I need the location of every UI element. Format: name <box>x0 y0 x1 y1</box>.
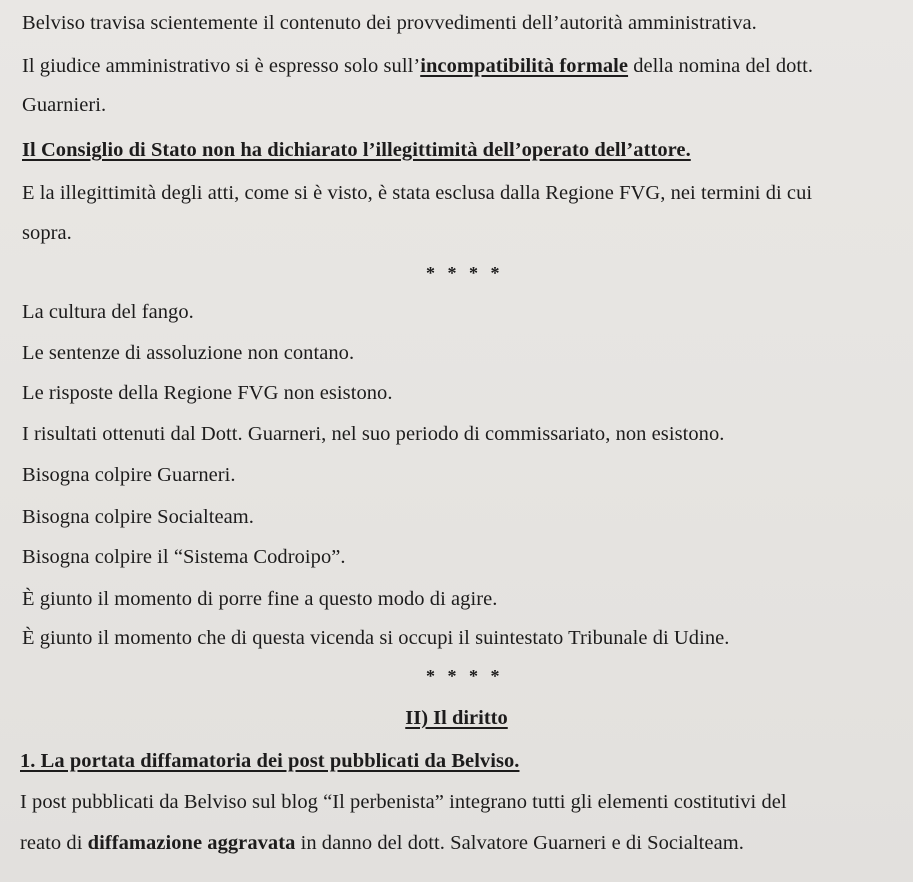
text-line: E la illegittimità degli atti, come si è visto, è stata esclusa dalla Regione FVG, nei termini di cui <box>22 182 813 204</box>
text-segment: in danno del dott. Salvatore Guarneri e di Socialteam. <box>295 832 744 854</box>
emphasis-text: incompatibilità formale <box>420 55 629 77</box>
text-line <box>20 830 744 856</box>
text-line: È giunto il momento di porre fine a questo modo di agire. <box>22 588 498 610</box>
text-line: Le sentenze di assoluzione non contano. <box>22 342 355 364</box>
text-line: I post pubblicati da Belviso sul blog “Il perbenista” integrano tutti gli elementi costitutivi del <box>20 791 787 813</box>
text-line: La cultura del fango. <box>22 301 194 323</box>
section-separator: * * * * <box>426 666 504 686</box>
subsection-heading: 1. La portata diffamatoria dei post pubblicati da Belviso. <box>20 750 520 772</box>
text-line: Guarnieri. <box>22 94 107 116</box>
text-line: I risultati ottenuti dal Dott. Guarneri, nel suo periodo di commissariato, non esistono. <box>22 423 725 445</box>
text-segment: della nomina del dott. <box>628 55 814 77</box>
emphasis-line: Il Consiglio di Stato non ha dichiarato l’illegittimità dell’operato dell’attore. <box>22 139 691 161</box>
text-line: Bisogna colpire il “Sistema Codroipo”. <box>22 546 346 568</box>
text-line: Le risposte della Regione FVG non esistono. <box>22 382 393 404</box>
text-line <box>22 53 813 79</box>
text-segment: Il giudice amministrativo si è espresso solo sull’ <box>22 55 421 77</box>
section-separator: * * * * <box>426 263 504 283</box>
text-line: Bisogna colpire Guarneri. <box>22 464 236 486</box>
text-line: Bisogna colpire Socialteam. <box>22 506 254 528</box>
emphasis-text: diffamazione aggravata <box>87 832 296 854</box>
section-heading: II) Il diritto <box>405 707 508 729</box>
text-line: È giunto il momento che di questa vicenda si occupi il suintestato Tribunale di Udine. <box>22 627 730 649</box>
text-line: Belviso travisa scientemente il contenuto dei provvedimenti dell’autorità amministrativa. <box>22 12 757 34</box>
text-segment: reato di <box>20 832 88 854</box>
text-line: sopra. <box>22 222 72 244</box>
